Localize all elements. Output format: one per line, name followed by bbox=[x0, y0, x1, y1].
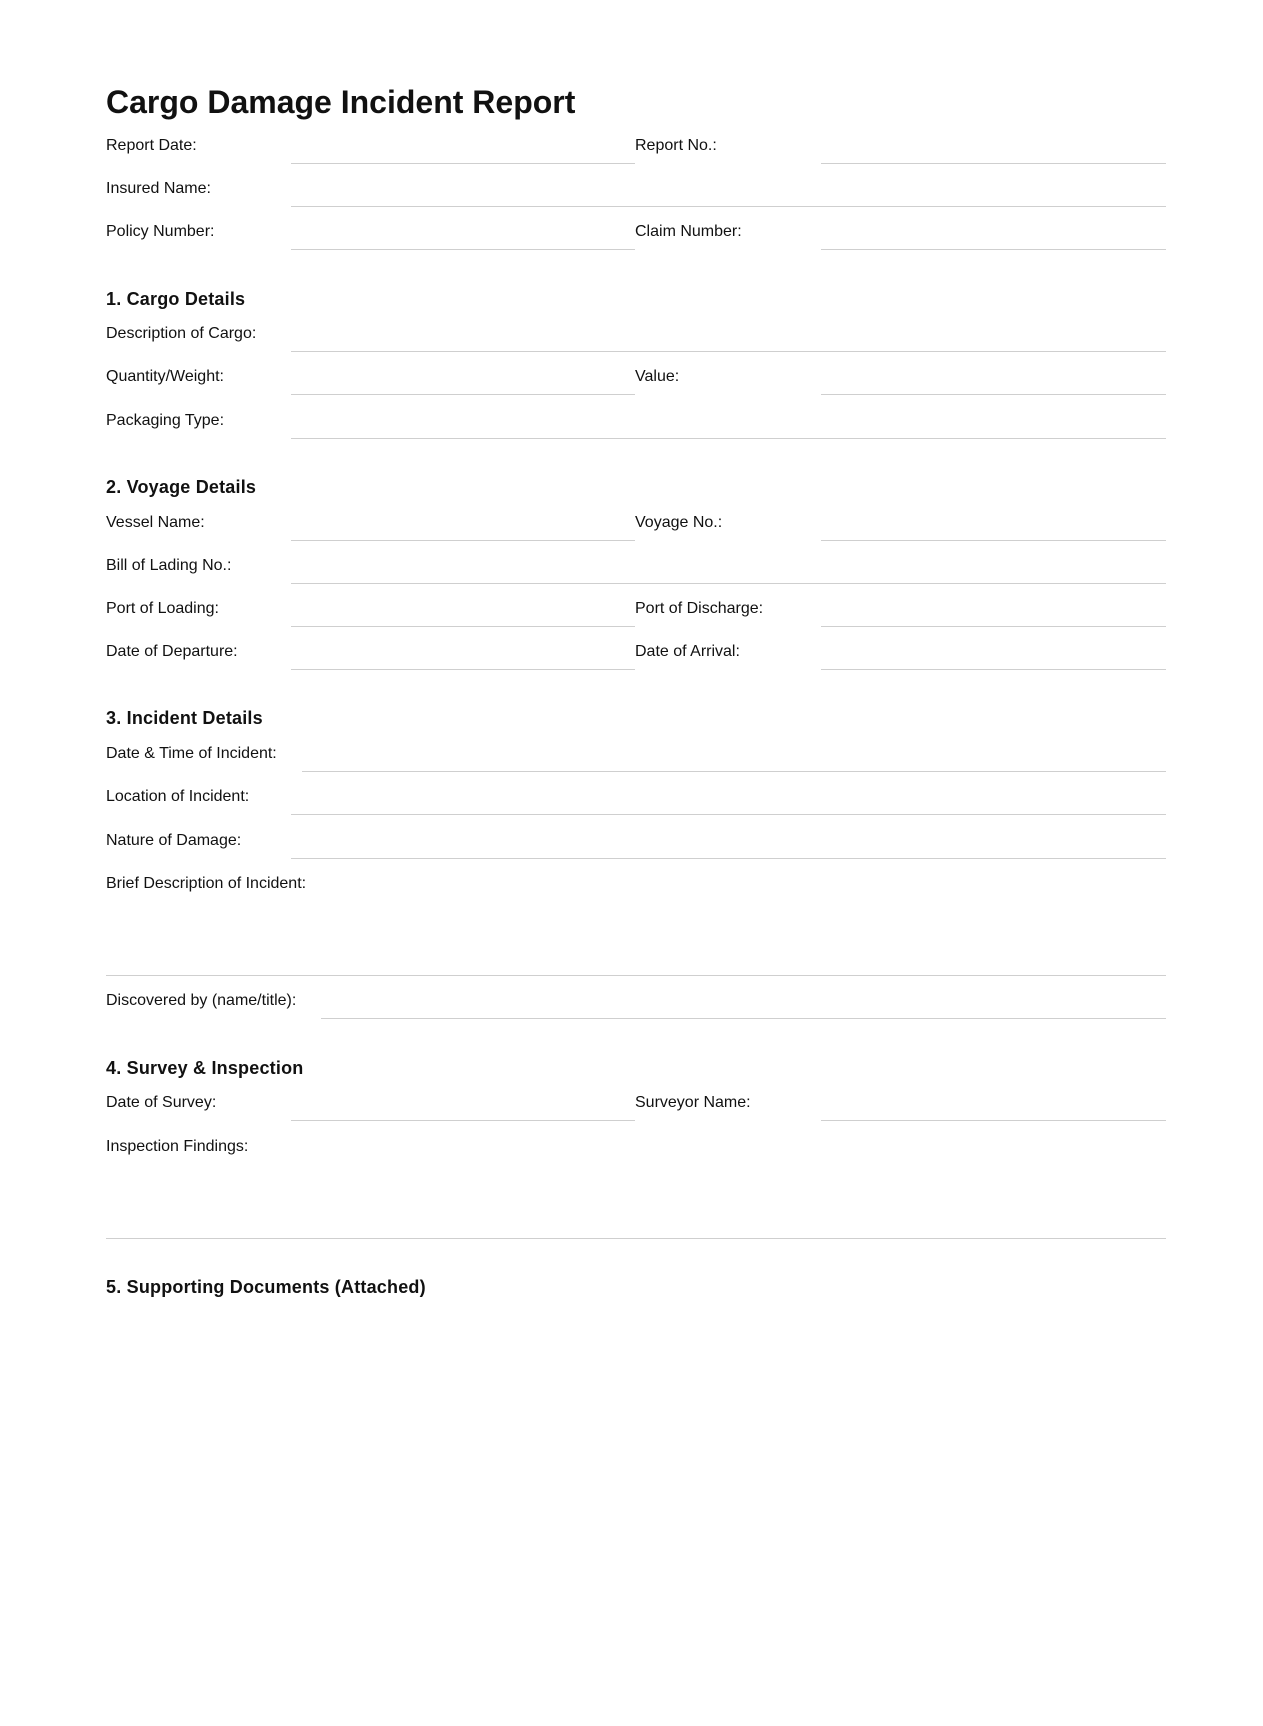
value-field[interactable] bbox=[821, 394, 1166, 395]
section-documents-heading: 5. Supporting Documents (Attached) bbox=[106, 1277, 426, 1297]
departure-label: Date of Departure: bbox=[106, 643, 238, 660]
section-voyage-heading: 2. Voyage Details bbox=[106, 477, 257, 497]
bol-field[interactable] bbox=[291, 583, 1166, 584]
insured-name-field[interactable] bbox=[291, 206, 1166, 207]
incident-datetime-field[interactable] bbox=[302, 771, 1166, 772]
cargo-description-field[interactable] bbox=[291, 351, 1166, 352]
surveyor-name-field[interactable] bbox=[821, 1120, 1166, 1121]
arrival-label: Date of Arrival: bbox=[635, 643, 740, 660]
vessel-name-field[interactable] bbox=[291, 540, 635, 541]
arrival-field[interactable] bbox=[821, 669, 1166, 670]
packaging-label: Packaging Type: bbox=[106, 412, 225, 429]
survey-date-label: Date of Survey: bbox=[106, 1094, 217, 1111]
surveyor-name-label: Surveyor Name: bbox=[635, 1094, 751, 1111]
port-loading-label: Port of Loading: bbox=[106, 600, 219, 617]
inspection-findings-field[interactable] bbox=[106, 1238, 1166, 1239]
vessel-name-label: Vessel Name: bbox=[106, 514, 205, 531]
report-no-field[interactable] bbox=[821, 163, 1166, 164]
inspection-findings-label: Inspection Findings: bbox=[106, 1138, 249, 1155]
port-discharge-field[interactable] bbox=[821, 626, 1166, 627]
quantity-label: Quantity/Weight: bbox=[106, 368, 224, 385]
damage-nature-field[interactable] bbox=[291, 858, 1166, 859]
port-loading-field[interactable] bbox=[291, 626, 635, 627]
report-date-label: Report Date: bbox=[106, 137, 197, 154]
survey-date-field[interactable] bbox=[291, 1120, 635, 1121]
insured-name-label: Insured Name: bbox=[106, 180, 211, 197]
report-date-field[interactable] bbox=[291, 163, 635, 164]
report-no-label: Report No.: bbox=[635, 137, 717, 154]
section-survey-heading: 4. Survey & Inspection bbox=[106, 1058, 304, 1078]
incident-brief-label: Brief Description of Incident: bbox=[106, 875, 307, 892]
claim-number-field[interactable] bbox=[821, 249, 1166, 250]
incident-brief-field[interactable] bbox=[106, 975, 1166, 976]
departure-field[interactable] bbox=[291, 669, 635, 670]
cargo-description-label: Description of Cargo: bbox=[106, 325, 257, 342]
voyage-no-field[interactable] bbox=[821, 540, 1166, 541]
port-discharge-label: Port of Discharge: bbox=[635, 600, 764, 617]
page-title: Cargo Damage Incident Report bbox=[106, 84, 576, 120]
discovered-by-label: Discovered by (name/title): bbox=[106, 992, 297, 1009]
policy-number-label: Policy Number: bbox=[106, 223, 215, 240]
incident-location-label: Location of Incident: bbox=[106, 788, 250, 805]
discovered-by-field[interactable] bbox=[321, 1018, 1166, 1019]
damage-nature-label: Nature of Damage: bbox=[106, 832, 242, 849]
value-label: Value: bbox=[635, 368, 680, 385]
packaging-field[interactable] bbox=[291, 438, 1166, 439]
voyage-no-label: Voyage No.: bbox=[635, 514, 723, 531]
incident-datetime-label: Date & Time of Incident: bbox=[106, 745, 277, 762]
bol-label: Bill of Lading No.: bbox=[106, 557, 232, 574]
section-cargo-heading: 1. Cargo Details bbox=[106, 289, 246, 309]
policy-number-field[interactable] bbox=[291, 249, 635, 250]
section-incident-heading: 3. Incident Details bbox=[106, 708, 263, 728]
incident-location-field[interactable] bbox=[291, 814, 1166, 815]
quantity-field[interactable] bbox=[291, 394, 635, 395]
claim-number-label: Claim Number: bbox=[635, 223, 742, 240]
